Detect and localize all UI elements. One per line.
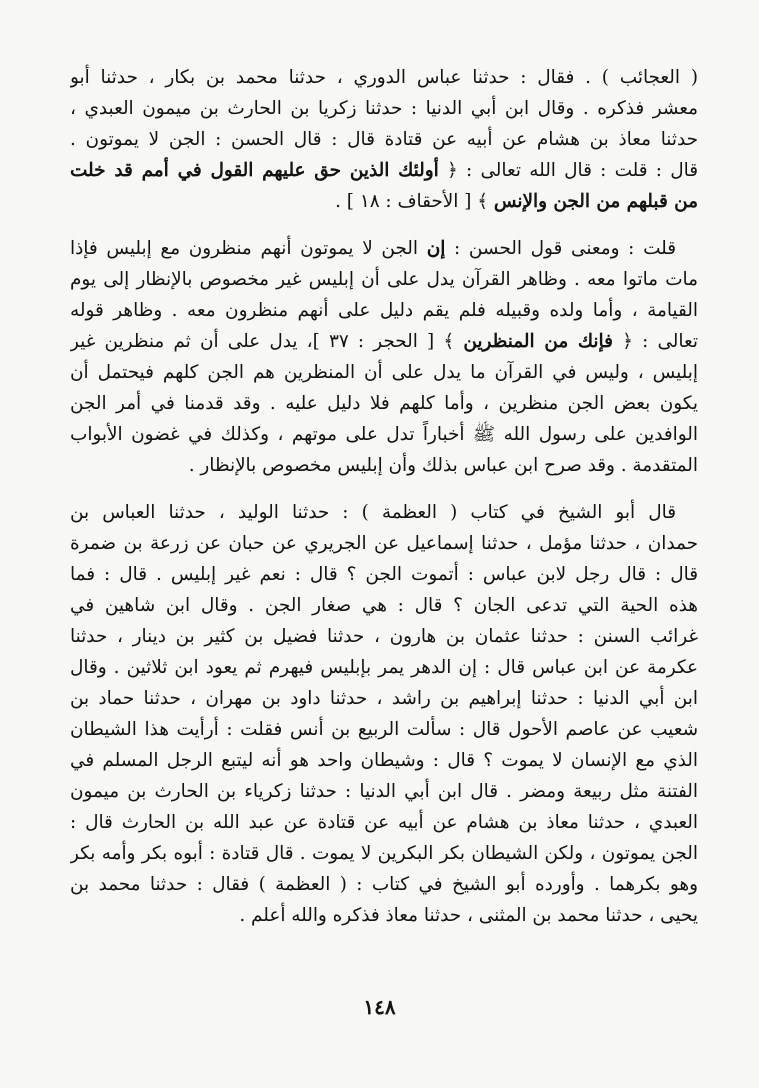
page-body xyxy=(70,62,698,931)
text-segment: ( العجائب ) . فقال : حدثنا عباس الدوري ، حدثنا محمد بن بكار ، حدثنا أبو xyxy=(70,67,698,88)
page-number: ١٤٨ xyxy=(363,995,396,1019)
text-line xyxy=(70,807,698,838)
text-segment: الجن لا يموتون أنهم منظرون مع إبليس فإذا xyxy=(70,238,427,259)
text-line xyxy=(70,528,698,559)
text-line xyxy=(70,186,698,217)
text-segment: قلت : ومعنى قول الحسن : xyxy=(445,238,677,259)
text-segment: قال أبو الشيخ في كتاب ( العظمة ) : حدثنا الوليد ، حدثنا العباس بن xyxy=(70,502,676,523)
text-segment: ابن أبي الدنيا : حدثنا إبراهيم بن راشد ، حدثنا داود بن مهران ، حدثنا حماد بن xyxy=(70,688,698,709)
text-segment: عكرمة عن ابن عباس قال : إن الدهر يمر بإبليس فيهرم ثم يعود ابن ثلاثين . وقال xyxy=(70,657,698,678)
text-segment: قال : قال رجل لابن عباس : أتموت الجن ؟ قال : نعم غير إبليس . قال : فما xyxy=(70,564,698,585)
text-segment: ﴾ [ الحجر : ٣٧ ]، يدل على أن ثم منظرين غير xyxy=(70,331,464,352)
text-segment: معشر فذكره . وقال ابن أبي الدنيا : حدثنا زكريا بن الحارث بن ميمون العبدي ، xyxy=(70,98,698,119)
text-segment: حدثنا معاذ بن هشام عن أبيه عن قتادة قال : قال الحسن : الجن لا يموتون . xyxy=(70,129,698,150)
text-segment: وهو بكرهما . وأورده أبو الشيخ في كتاب : ( العظمة ) فقال : حدثنا محمد بن xyxy=(70,874,698,895)
paragraph-gap xyxy=(70,481,698,497)
text-line xyxy=(70,590,698,621)
text-line xyxy=(70,776,698,807)
text-segment: يحيى ، حدثنا محمد بن المثنى ، حدثنا معاذ فذكره والله أعلم . xyxy=(239,905,698,926)
text-line xyxy=(70,652,698,683)
text-line xyxy=(70,264,698,295)
text-line xyxy=(70,621,698,652)
text-segment: العبدي ، حدثنا معاذ بن هشام عن أبيه عن قتادة عن عبد الله بن الحارث قال : xyxy=(70,812,698,833)
text-segment: يكون بعض الجن منظرين ، وأما كلهم فلا دليل عليه . وقد قدمنا في أمر الجن xyxy=(70,393,698,414)
text-segment: إبليس ، وليس في القرآن ما يدل على أن المنظرين هم الجن كلهم فيحتمل أن xyxy=(70,362,698,383)
text-segment: حمدان ، حدثنا مؤمل ، حدثنا إسماعيل عن الجريري عن حبان عن زرعة بن ضمرة xyxy=(70,533,698,554)
quran-verse-text: أولئك الذين حق عليهم القول في أمم قد خلت xyxy=(70,160,439,181)
text-line xyxy=(70,559,698,590)
quran-verse-text: من قبلهم من الجن والإنس xyxy=(493,191,698,212)
text-line xyxy=(70,326,698,357)
text-line xyxy=(70,295,698,326)
text-segment: غرائب السنن : حدثنا عثمان بن هارون ، حدثنا فضيل بن كثير بن دينار ، حدثنا xyxy=(70,626,698,647)
text-line xyxy=(70,233,698,264)
text-segment: شعيب عن عاصم الأحول قال : سألت الربيع بن أنس فقلت : أرأيت هذا الشيطان xyxy=(70,719,698,740)
text-line xyxy=(70,419,698,450)
text-segment: ﴾ [ الأحقاف : ١٨ ] . xyxy=(335,191,494,212)
text-segment: القيامة ، وأما ولده وقبيله فلم يقم دليل على أنهم منظرون معه . وظاهر قوله xyxy=(70,300,698,321)
text-line xyxy=(70,62,698,93)
text-line xyxy=(70,714,698,745)
text-line xyxy=(70,357,698,388)
text-segment: مات ماتوا معه . وظاهر القرآن يدل على أن إبليس غير مخصوص بالإنظار إلى يوم xyxy=(70,269,698,290)
quran-verse-text: إن xyxy=(426,238,446,259)
text-line xyxy=(70,124,698,155)
text-line xyxy=(70,900,698,931)
text-line xyxy=(70,450,698,481)
text-segment: تعالى : ﴿ xyxy=(612,331,698,352)
text-line xyxy=(70,683,698,714)
text-segment: الفتنة مثل ربيعة ومضر . قال ابن أبي الدنيا : حدثنا زكرياء بن الحارث بن ميمون xyxy=(70,781,698,802)
text-line xyxy=(70,497,698,528)
quran-verse-text: فإنك من المنظرين xyxy=(463,331,613,352)
text-line xyxy=(70,388,698,419)
text-line xyxy=(70,838,698,869)
text-segment: الوافدين على رسول الله ﷺ أخباراً تدل على موتهم ، وكذلك في غضون الأبواب xyxy=(70,424,698,445)
text-segment: الجن يموتون ، ولكن الشيطان بكر البكرين لا يموت . قال قتادة : أبوه بكر وأمه بكر xyxy=(70,843,698,864)
text-line xyxy=(70,745,698,776)
text-line xyxy=(70,155,698,186)
text-line xyxy=(70,869,698,900)
text-segment: قال : قلت : قال الله تعالى : ﴿ xyxy=(438,160,698,181)
text-segment: الذي مع الإنسان لا يموت ؟ قال : وشيطان واحد هو أنه ليتبع الرجل المسلم في xyxy=(70,750,698,771)
text-line xyxy=(70,93,698,124)
text-segment: المتقدمة . وقد صرح ابن عباس بذلك وأن إبليس مخصوص بالإنظار . xyxy=(188,455,698,476)
paragraph-gap xyxy=(70,217,698,233)
text-segment: هذه الحية التي تدعى الجان ؟ قال : هي صغار الجن . وقال ابن شاهين في xyxy=(70,595,698,616)
